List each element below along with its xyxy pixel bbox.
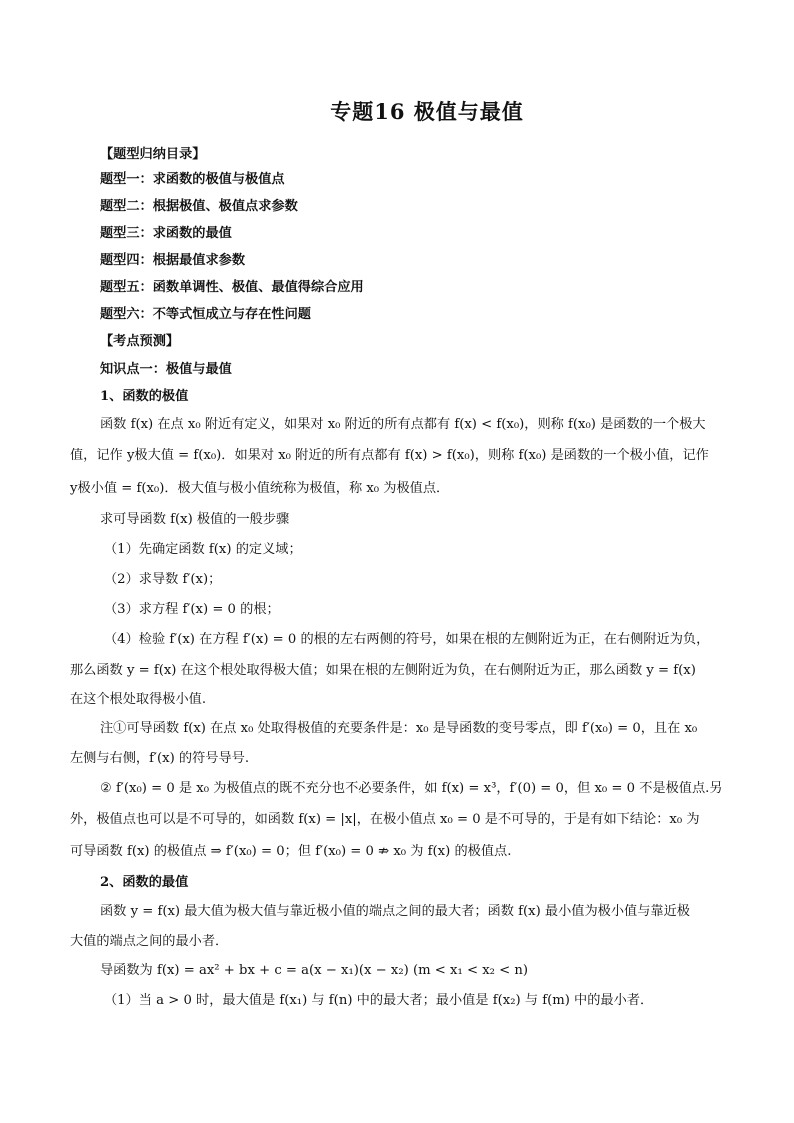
note-1-line: 注①可导函数 f(x) 在点 x₀ 处取得极值的充要条件是：x₀ 是导函数的变号零点，即 f′(x₀) = 0，且在 x₀ xyxy=(100,721,698,736)
catalog-header: 【题型归纳目录】 xyxy=(100,147,206,162)
type-item-6: 题型六：不等式恒成立与存在性问题 xyxy=(100,307,311,322)
paragraph-line: y极小值 = f(x₀)．极大值与极小值统称为极值，称 x₀ 为极值点． xyxy=(70,481,450,496)
type-item-1: 题型一：求函数的极值与极值点 xyxy=(100,172,285,187)
knowledge-heading: 知识点一：极值与最值 xyxy=(100,362,232,377)
paragraph-line: 函数 f(x) 在点 x₀ 附近有定义，如果对 x₀ 附近的所有点都有 f(x) < f(x₀)，则称 f(x₀) 是函数的一个极大 xyxy=(100,417,706,432)
step-item-1: （1）先确定函数 f(x) 的定义域； xyxy=(104,542,302,557)
note-1-line: 左侧与右侧，f′(x) 的符号导号. xyxy=(70,751,250,766)
step-item-4-cont: 在这个根处取得极小值. xyxy=(70,692,207,707)
type-item-4: 题型四：根据最值求参数 xyxy=(100,253,246,268)
note-2-line: 外，极值点也可以是不可导的，如函数 f(x) = |x|，在极小值点 x₀ = 0 是不可导的，于是有如下结论：x₀ 为 xyxy=(70,812,700,827)
section-heading-max-min: 2、函数的最值 xyxy=(100,875,189,890)
paragraph-line: 值，记作 y极大值 = f(x₀)．如果对 x₀ 附近的所有点都有 f(x) > f(x₀)，则称 f(x₀) 是函数的一个极小值，记作 xyxy=(70,448,709,463)
predict-header: 【考点预测】 xyxy=(100,334,180,349)
paragraph-line: 导函数为 f(x) = ax² + bx + c = a(x − x₁)(x − x₂) (m < x₁ < x₂ < n) xyxy=(100,963,528,978)
type-item-3: 题型三：求函数的最值 xyxy=(100,226,232,241)
note-2-line: ② f′(x₀) = 0 是 x₀ 为极值点的既不充分也不必要条件，如 f(x) = x³，f′(0) = 0，但 x₀ = 0 不是极值点.另 xyxy=(100,781,723,796)
paragraph-line: （1）当 a > 0 时，最大值是 f(x₁) 与 f(n) 中的最大者；最小值是 f(x₂) 与 f(m) 中的最小者． xyxy=(104,993,654,1008)
step-item-4-cont: 那么函数 y = f(x) 在这个根处取得极大值；如果在根的左侧附近为负，在右侧附近为正，那么函数 y = f(x) xyxy=(70,663,696,678)
steps-intro: 求可导函数 f(x) 极值的一般步骤 xyxy=(100,512,290,527)
paragraph-line: 函数 y = f(x) 最大值为极大值与靠近极小值的端点之间的最大者；函数 f(x) 最小值为极小值与靠近极 xyxy=(100,904,690,919)
note-2-line: 可导函数 f(x) 的极值点 ⇒ f′(x₀) = 0；但 f′(x₀) = 0 ⇏ x₀ 为 f(x) 的极值点. xyxy=(70,844,512,859)
paragraph-line: 大值的端点之间的最小者． xyxy=(70,934,229,949)
step-item-2: （2）求导数 f′(x)； xyxy=(104,572,222,587)
section-heading-extremum: 1、函数的极值 xyxy=(100,389,189,404)
page-title: 专题16 极值与最值 xyxy=(330,99,524,124)
step-item-3: （3）求方程 f′(x) = 0 的根； xyxy=(104,602,280,617)
type-item-5: 题型五：函数单调性、极值、最值得综合应用 xyxy=(100,280,364,295)
type-item-2: 题型二：根据极值、极值点求参数 xyxy=(100,199,298,214)
step-item-4: （4）检验 f′(x) 在方程 f′(x) = 0 的根的左右两侧的符号，如果在根的左侧附近为正，在右侧附近为负， xyxy=(104,632,710,647)
